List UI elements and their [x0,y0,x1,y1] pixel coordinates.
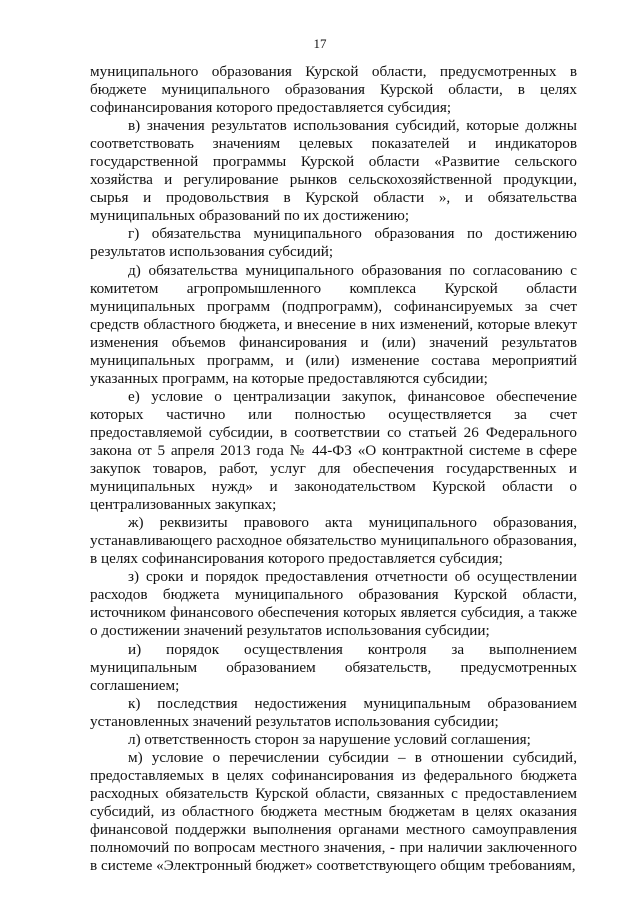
paragraph-m: м) условие о перечислении субсидии – в отношении субсидий, предоставляемых в целях софинансирования из федерального бюджета расходных обязательств Курской области, связанных с предоставлением субсидий, из областного бюджета местным бюджетам в целях оказания финансовой поддержки выполнения органами местного самоуправления полномочий по вопросам местного значения, - при наличии заключенного в системе «Электронный бюджет» соответствующего общим требованиям, [90,748,577,875]
paragraph-d: д) обязательства муниципального образования по согласованию с комитетом агропромышленного комплекса Курской области муниципальных программ (подпрограмм), софинансируемых за счет средств областного бюджета, и внесение в них изменений, которые влекут изменения объемов финансирования и (или) значений результатов муниципальных программ, и (или) изменение состава мероприятий указанных программ, на которые предоставляются субсидии; [90,261,577,387]
paragraph-k: к) последствия недостижения муниципальным образованием установленных значений результатов использования субсидии; [90,694,577,730]
paragraph-g: г) обязательства муниципального образования по достижению результатов использования субсидий; [90,225,577,261]
paragraph-v: в) значения результатов использования субсидий, которые должны соответствовать значениям целевых показателей и индикаторов государственной программы Курской области «Развитие сельского хозяйства и регулирование рынков сельскохозяйственной продукции, сырья и продовольствия в Курской области », и обязательства муниципальных образований по их достижению; [90,117,577,225]
paragraph-l: л) ответственность сторон за нарушение условий соглашения; [128,730,531,748]
paragraph-continuation: муниципального образования Курской области, предусмотренных в бюджете муниципального образования Курской области, в целях софинансирования которого предоставляется субсидия; [90,63,577,117]
document-body [90,63,577,875]
paragraph-i: и) порядок осуществления контроля за выполнением муниципальным образованием обязательств, предусмотренных соглашением; [90,640,577,694]
paragraph-e: е) условие о централизации закупок, финансовое обеспечение которых частично или полностью осуществляется за счет предоставляемой субсидии, в соответствии со статьей 26 Федерального закона от 5 апреля 2013 года № 44-ФЗ «О контрактной системе в сфере закупок товаров, работ, услуг для обеспечения государственных и муниципальных нужд» и законодательством Курской области о централизованных закупках; [90,387,577,514]
paragraph-z: з) сроки и порядок предоставления отчетности об осуществлении расходов бюджета муниципального образования Курской области, источником финансового обеспечения которых является субсидия, а также о достижении значений результатов использования субсидии; [90,568,577,640]
page-number: 17 [313,36,327,51]
paragraph-zh: ж) реквизиты правового акта муниципального образования, устанавливающего расходное обязательство муниципального образования, в целях софинансирования которого предоставляется субсидия; [90,514,577,568]
